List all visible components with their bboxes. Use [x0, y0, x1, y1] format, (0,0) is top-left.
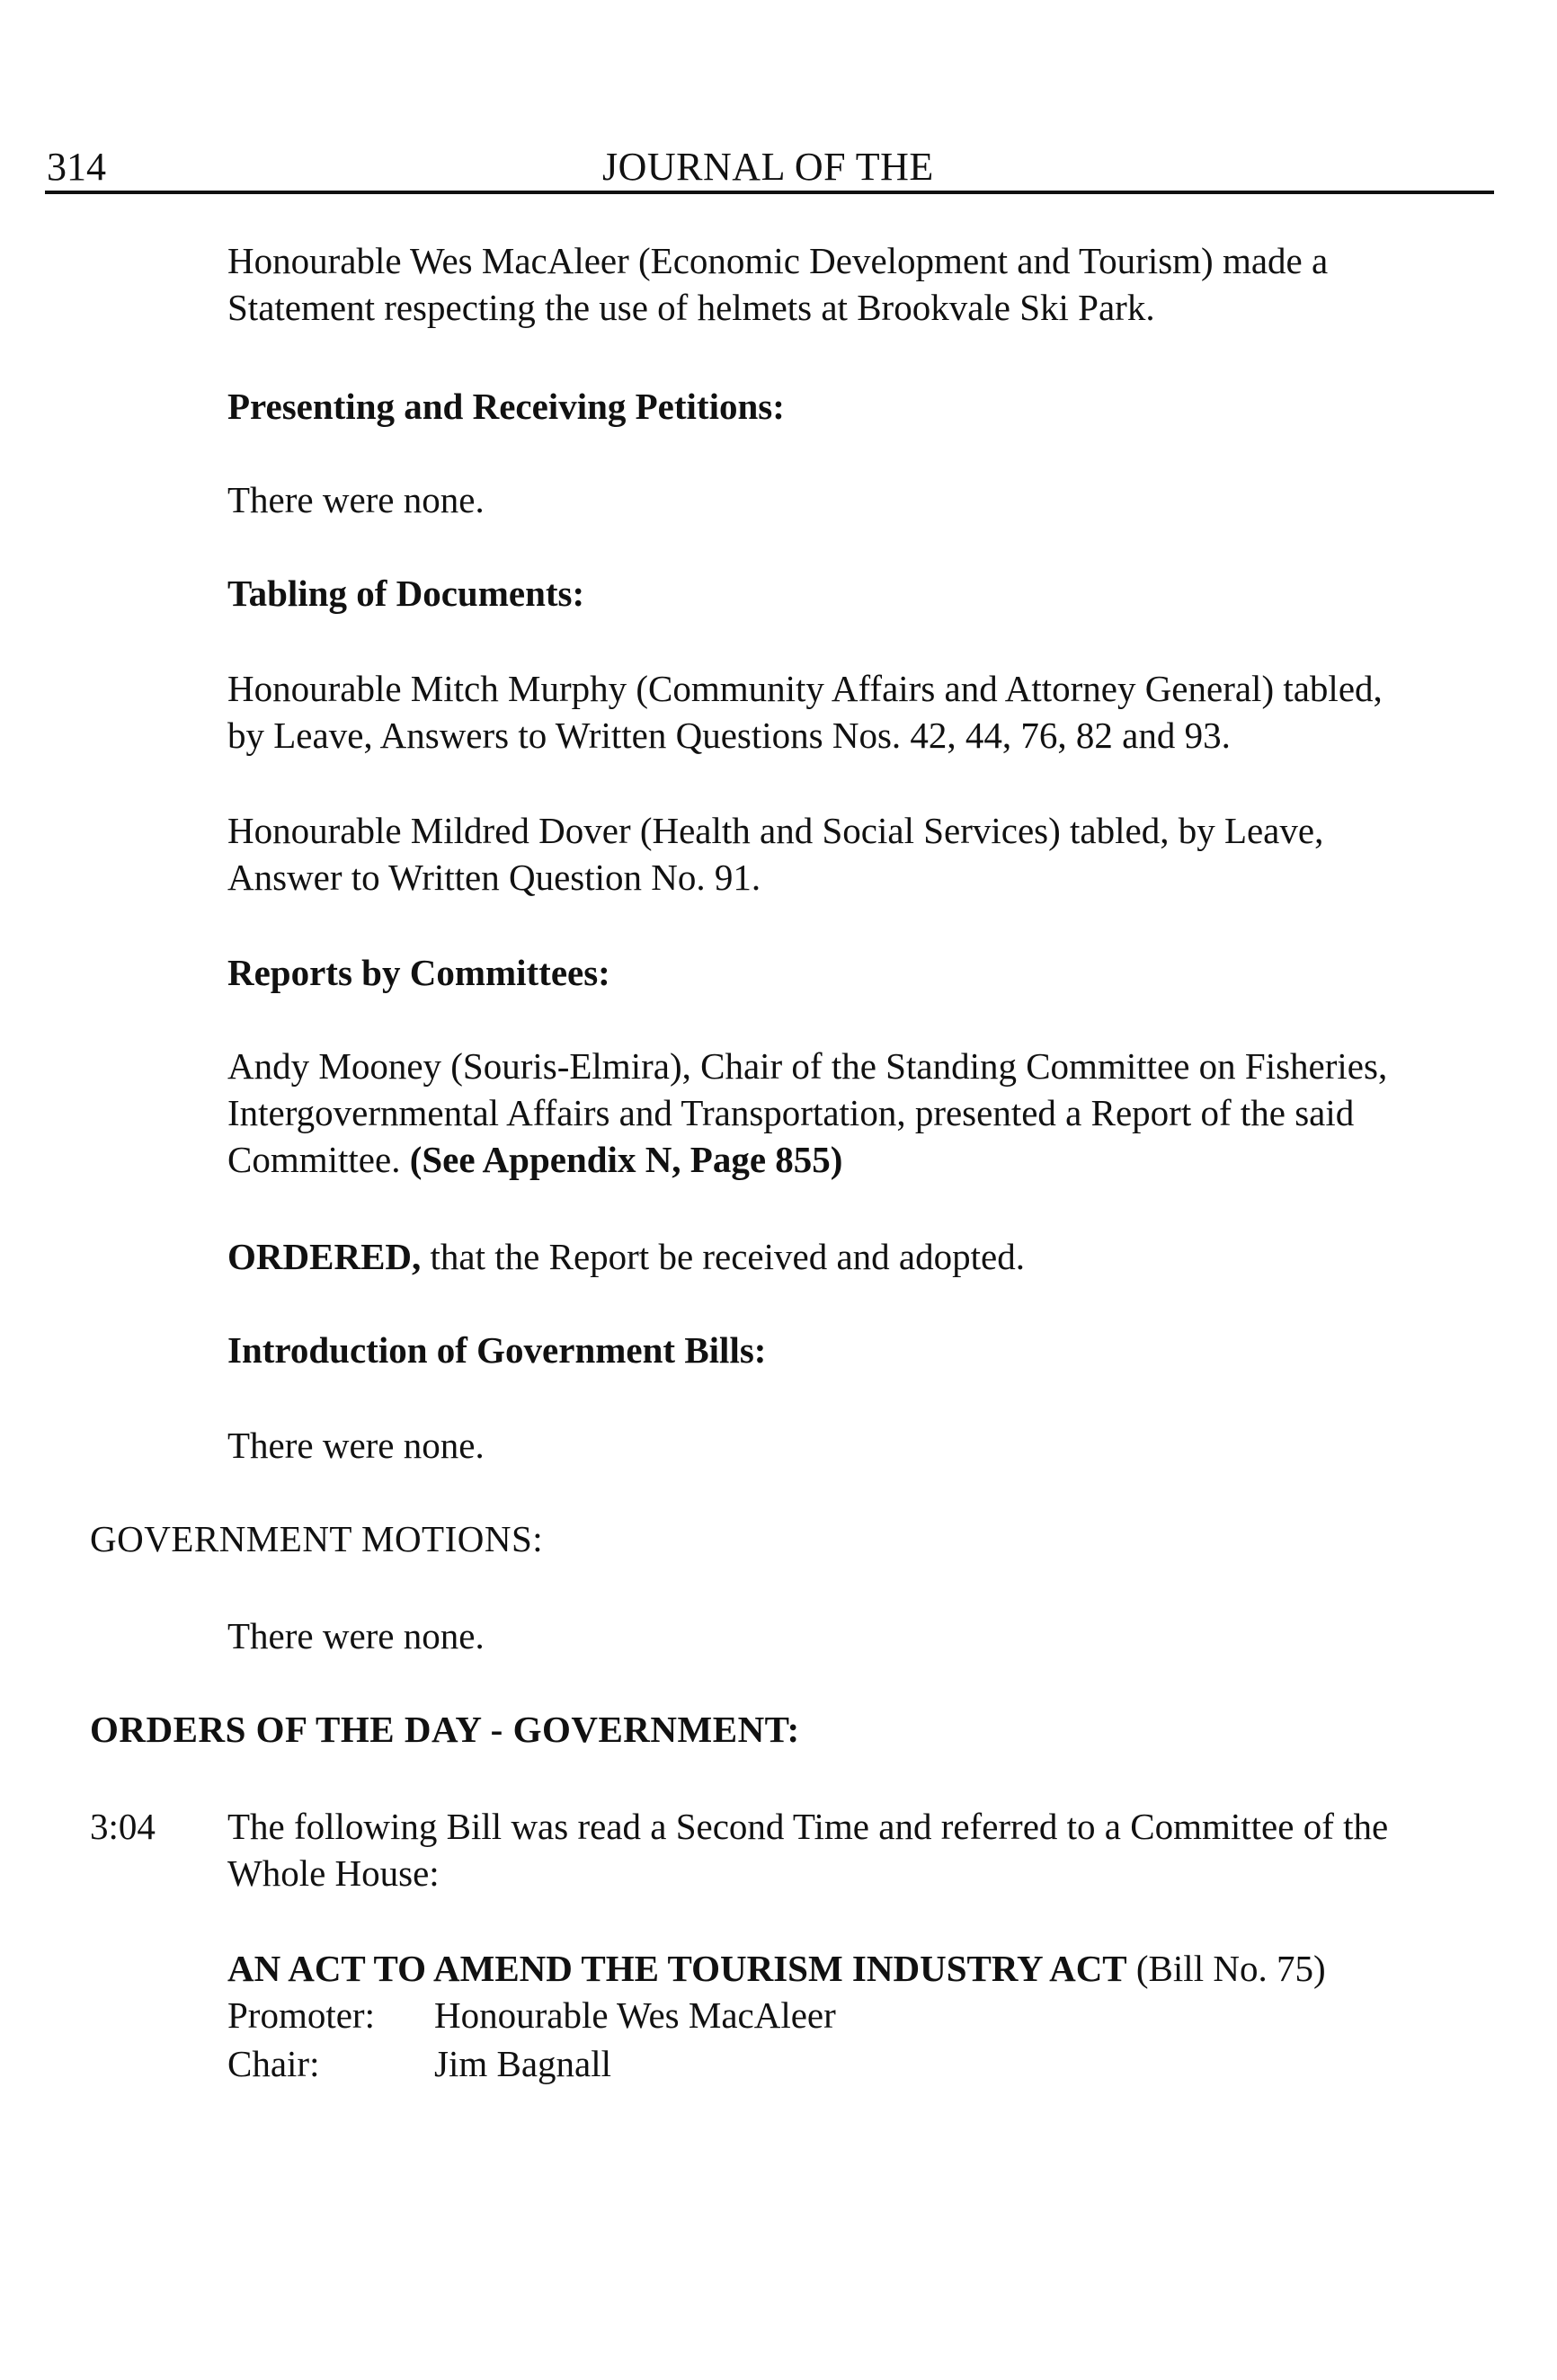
promoter-label: Promoter:: [227, 1994, 375, 2036]
appendix-reference: (See Appendix N, Page 855): [409, 1139, 843, 1180]
tabling-line: Answer to Written Question No. 91.: [227, 857, 761, 898]
government-motions-heading: GOVERNMENT MOTIONS:: [90, 1518, 544, 1559]
page-number: 314: [47, 145, 106, 189]
promoter-value: Honourable Wes MacAleer: [434, 1994, 836, 2036]
government-motions-text: There were none.: [227, 1615, 485, 1656]
orders-line: The following Bill was read a Second Time and referred to a Committee of the: [227, 1806, 1389, 1847]
statement-line: Honourable Wes MacAleer (Economic Development and Tourism) made a: [227, 240, 1329, 281]
committees-line: Andy Mooney (Souris-Elmira), Chair of the Standing Committee on Fisheries,: [227, 1045, 1388, 1087]
chair-line: [227, 2042, 1486, 2085]
page-header: [0, 135, 1557, 198]
tabling-line: Honourable Mitch Murphy (Community Affairs and Attorney General) tabled,: [227, 668, 1383, 709]
tabling-paragraph-1: [227, 665, 1468, 759]
committees-line-text: Committee.: [227, 1139, 410, 1180]
orders-of-day-heading: ORDERS OF THE DAY - GOVERNMENT:: [90, 1709, 800, 1750]
header-rule: [45, 191, 1494, 194]
ordered-keyword: ORDERED,: [227, 1236, 422, 1277]
statement-paragraph: [227, 237, 1468, 331]
committees-heading: Reports by Committees:: [227, 952, 610, 993]
bill-title-line: [227, 1947, 1486, 1990]
petitions-heading: Presenting and Receiving Petitions:: [227, 386, 785, 427]
ordered-text: that the Report be received and adopted.: [421, 1236, 1025, 1277]
tabling-paragraph-2: [227, 807, 1468, 901]
orders-paragraph: [227, 1803, 1468, 1896]
orders-line: Whole House:: [227, 1852, 440, 1894]
chair-label: Chair:: [227, 2043, 320, 2084]
government-bills-text: There were none.: [227, 1425, 485, 1466]
promoter-line: [227, 1994, 1486, 2037]
tabling-line: Honourable Mildred Dover (Health and Social Services) tabled, by Leave,: [227, 810, 1324, 851]
committees-line: [227, 1136, 1468, 1183]
ordered-paragraph: [227, 1233, 1468, 1280]
committees-line: Intergovernmental Affairs and Transportation, presented a Report of the said: [227, 1092, 1355, 1133]
tabling-line: by Leave, Answers to Written Questions Nos. 42, 44, 76, 82 and 93.: [227, 715, 1231, 756]
statement-line: Statement respecting the use of helmets at Brookvale Ski Park.: [227, 287, 1155, 328]
tabling-heading: Tabling of Documents:: [227, 573, 585, 614]
running-title: JOURNAL OF THE: [602, 145, 934, 189]
committees-paragraph: [227, 1043, 1468, 1183]
bill-title: AN ACT TO AMEND THE TOURISM INDUSTRY ACT: [227, 1948, 1127, 1989]
time-stamp: 3:04: [90, 1806, 156, 1847]
government-bills-heading: Introduction of Government Bills:: [227, 1329, 767, 1371]
bill-number: (Bill No. 75): [1126, 1948, 1326, 1989]
petitions-text: There were none.: [227, 479, 485, 520]
chair-value: Jim Bagnall: [434, 2043, 612, 2084]
